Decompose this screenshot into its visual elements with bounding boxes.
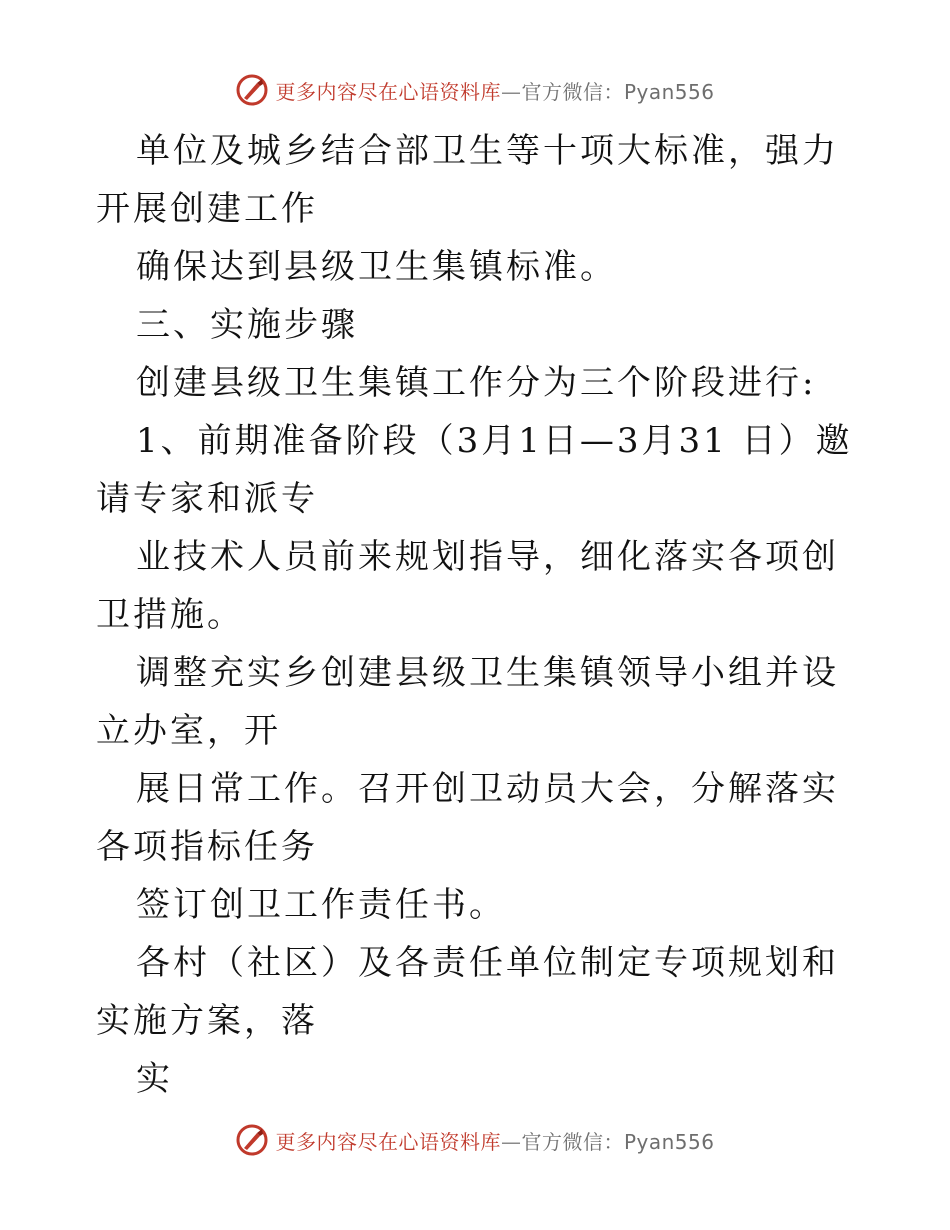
paragraph: 1、前期准备阶段（3月1日—3月31 日）邀请专家和派专 bbox=[96, 421, 853, 519]
quill-logo-icon bbox=[235, 1123, 269, 1157]
section-heading: 三、实施步骤 bbox=[136, 305, 358, 345]
paragraph: 展日常工作。召开创卫动员大会，分解落实各项指标任务 bbox=[96, 769, 839, 867]
watermark-main-text: 更多内容尽在心语资料库 bbox=[275, 1129, 501, 1154]
paragraph: 确保达到县级卫生集镇标准。 bbox=[136, 247, 617, 287]
paragraph: 签订创卫工作责任书。 bbox=[136, 885, 506, 925]
watermark-text bbox=[275, 76, 714, 105]
watermark-separator: — bbox=[500, 79, 522, 104]
watermark-contact: 官方微信：Pyan556 bbox=[521, 79, 715, 104]
paragraph: 调整充实乡创建县级卫生集镇领导小组并设立办室，开 bbox=[96, 653, 839, 751]
footer-watermark-banner bbox=[0, 1120, 950, 1160]
paragraph: 实 bbox=[136, 1059, 173, 1099]
paragraph: 业技术人员前来规划指导，细化落实各项创卫措施。 bbox=[96, 537, 839, 635]
paragraph: 创建县级卫生集镇工作分为三个阶段进行: bbox=[136, 363, 817, 403]
quill-logo-icon bbox=[235, 73, 269, 107]
watermark-main-text: 更多内容尽在心语资料库 bbox=[275, 79, 501, 104]
watermark-contact: 官方微信：Pyan556 bbox=[521, 1129, 715, 1154]
paragraph: 单位及城乡结合部卫生等十项大标准，强力开展创建工作 bbox=[96, 131, 839, 229]
watermark-text bbox=[275, 1126, 714, 1155]
document-body bbox=[96, 122, 856, 1108]
header-watermark-banner bbox=[0, 70, 950, 110]
watermark-separator: — bbox=[500, 1129, 522, 1154]
paragraph: 各村（社区）及各责任单位制定专项规划和实施方案，落 bbox=[96, 943, 839, 1041]
